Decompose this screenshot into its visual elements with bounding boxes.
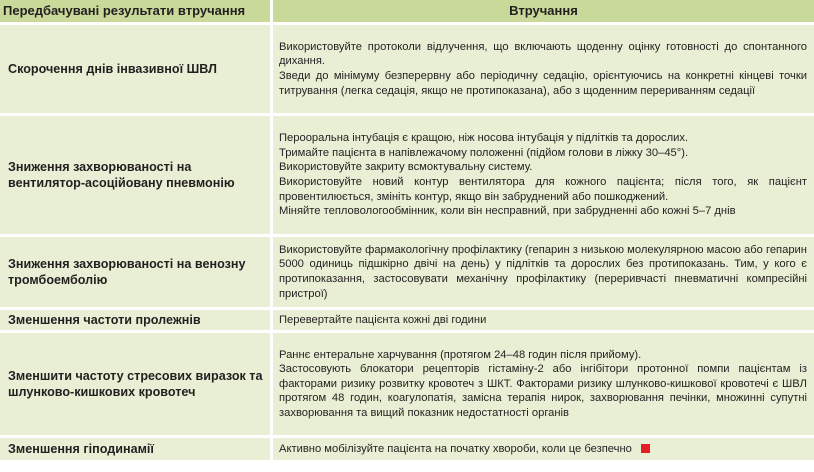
- outcome-cell: Зменшити частоту стресових виразок та шлунково-кишкових кровотеч: [0, 333, 270, 435]
- intervention-cell: [270, 25, 814, 113]
- intervention-text: Застосовують блокатори рецепторів гістаміну-2 або інгібітори протонної помпи пацієнтам із факторами ризику розвитку кровотеч з ШКТ. Факторами ризику шлунково-кишкової кровотечі є ШВЛ протягом 48 годин, коагулопатія, замісна терапія нирок, захворювання печінки, множинні супутні захворювання та вищий показник недостатності органів: [279, 363, 807, 419]
- intervention-text: Використовуйте протоколи відлучення, що включають щоденну оцінку готовності до спонтанного дихання.: [279, 40, 807, 68]
- intervention-text: Активно мобілізуйте пацієнта на початку хвороби, коли це безпечно: [279, 442, 632, 455]
- table-row: [0, 310, 814, 330]
- table-row: [0, 333, 814, 435]
- outcome-cell: Зниження захворюваності на вентилятор-асоційовану пневмонію: [0, 116, 270, 234]
- end-of-table-square-icon: [641, 444, 650, 453]
- intervention-text: Використовуйте новий контур вентилятора для кожного пацієнта; після того, як пацієнт провентилюється, змініть контур, якщо він забруднений або пошкоджений.: [279, 176, 807, 203]
- intervention-cell: [270, 237, 814, 307]
- intervention-cell: [270, 438, 814, 460]
- header-row: [0, 0, 814, 22]
- intervention-text: Перооральна інтубація є кращою, ніж носова інтубація у підлітків та дорослих.: [279, 132, 689, 145]
- outcome-cell: Зменшення частоти пролежнів: [0, 310, 270, 330]
- intervention-text: Зведи до мінімуму безперервну або періодичну седацію, орієнтуючись на конкретні кінцеві точки титрування (легка седація, якщо не протипоказана), або з щоденним перериванням седації: [279, 70, 807, 97]
- outcome-cell: Зниження захворюваності на венозну тромбоемболію: [0, 237, 270, 307]
- intervention-cell: [270, 116, 814, 234]
- table-row: [0, 438, 814, 460]
- table-row: [0, 116, 814, 234]
- intervention-text: Раннє ентеральне харчування (протягом 24–48 годин після прийому).: [279, 348, 642, 361]
- header-intervention: Втручання: [270, 0, 814, 22]
- intervention-text: Перевертайте пацієнта кожні дві години: [279, 313, 487, 326]
- outcome-cell: Зменшення гіподинамії: [0, 438, 270, 460]
- intervention-cell: [270, 333, 814, 435]
- table-row: [0, 25, 814, 113]
- header-outcome: Передбачувані результати втручання: [0, 0, 270, 22]
- intervention-text: Міняйте тепловологообмінник, коли він несправний, при забрудненні або кожні 5–7 днів: [279, 205, 736, 218]
- intervention-text: Використовуйте закриту всмоктувальну систему.: [279, 161, 533, 174]
- table-row: [0, 237, 814, 307]
- intervention-cell: [270, 310, 814, 330]
- intervention-text: Використовуйте фармакологічну профілактику (гепарин з низькою молекулярною масою або гепарин 5000 одиниць підшкірно двічі на день) у підлітків та дорослих без протипоказань. Тим, у кого є протипоказання, застосовувати механічну профілактику (переривчасті пневматичні компресійні пристрої): [279, 243, 807, 300]
- intervention-text: Тримайте пацієнта в напівлежачому положенні (підйом голови в ліжку 30–45°).: [279, 146, 689, 159]
- outcome-cell: Скорочення днів інвазивної ШВЛ: [0, 25, 270, 113]
